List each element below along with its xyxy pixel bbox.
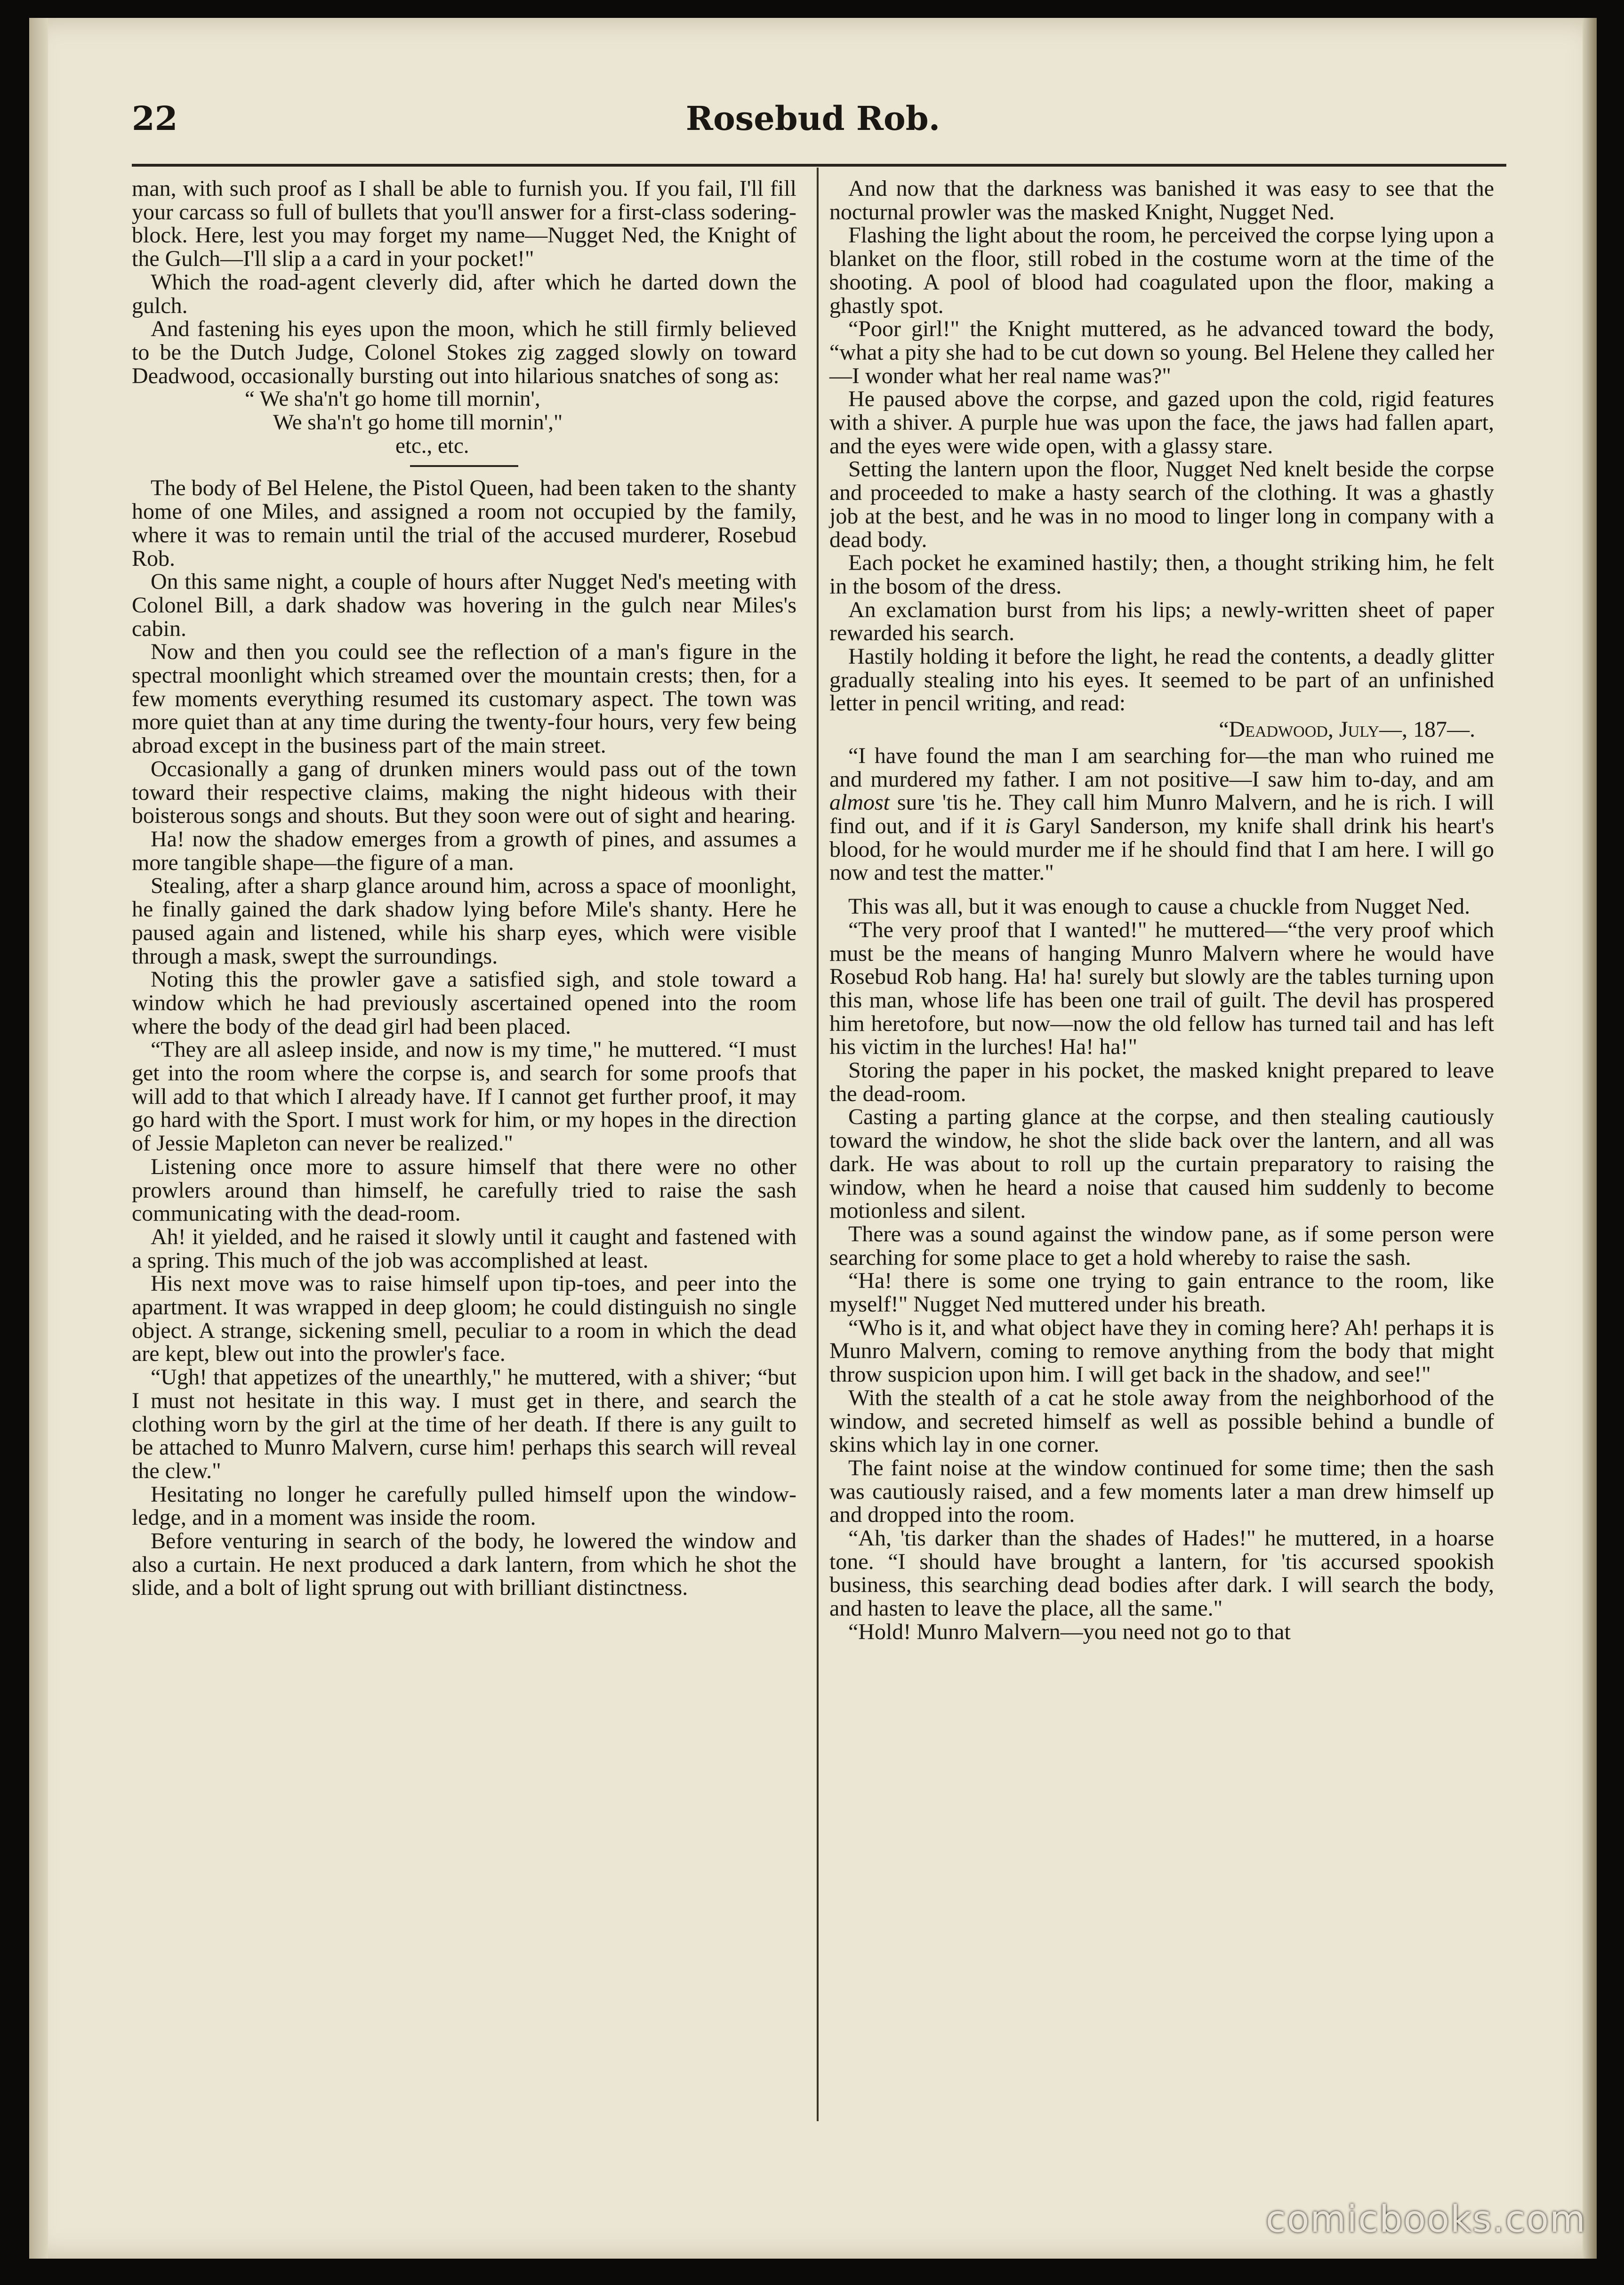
paragraph: “Poor girl!" the Knight muttered, as he advanced toward the body, “what a pity she had to be cut down so young. Bel Helene they called her—I wonder what her real name was?": [829, 316, 1494, 388]
header-rule: [132, 164, 1506, 167]
paragraph: Noting this the prowler gave a satisfied sigh, and stole toward a window which he had previously ascertained opened into the room where the body of the dead girl had been placed.: [132, 967, 796, 1039]
emphasis: is: [1005, 813, 1020, 838]
paragraph: Listening once more to assure himself that there were no other prowlers around than himself, he carefully tried to raise the sash communicating with the dead-room.: [132, 1154, 796, 1226]
section-rule: [410, 465, 518, 467]
verse-line: “ We sha'n't go home till mornin',: [245, 386, 540, 411]
site-watermark: comicbooks.com: [1265, 2198, 1586, 2241]
binding-edge: [29, 18, 48, 2259]
letter-text: “I have found the man I am searching for—the man who ruined me and murdered my father. I am not positive—I saw him to-day, and am: [829, 743, 1494, 792]
paragraph: The body of Bel Helene, the Pistol Queen, had been taken to the shanty home of one Miles, and assigned a room not occupied by the family, where it was to remain until the trial of the accused murderer, Rosebud Rob.: [132, 475, 796, 571]
paragraph: And fastening his eyes upon the moon, which he still firmly believed to be the Dutch Judge, Colonel Stokes zig zagged slowly on toward Deadwood, occasionally bursting out into hilarious snatches of song as:: [132, 316, 796, 388]
paragraph: Each pocket he examined hastily; then, a thought striking him, he felt in the bosom of the dress.: [829, 550, 1494, 599]
verse-line: We sha'n't go home till mornin',": [273, 410, 563, 435]
verse-line: etc., etc.: [395, 433, 469, 458]
paragraph: His next move was to raise himself upon tip-toes, and peer into the apartment. It was wrapped in deep gloom; he could distinguish no single object. A strange, sickening smell, peculiar to a room in which the dead are kept, blew out into the prowler's face.: [132, 1271, 796, 1367]
page-edge: [1583, 18, 1597, 2259]
paragraph: “Ah, 'tis darker than the shades of Hades!" he muttered, in a hoarse tone. “I should have brought a lantern, for 'tis accursed spookish business, this searching dead bodies after dark. I will search the body, and hasten to leave the place, all the same.": [829, 1526, 1494, 1621]
letter-paragraph: [829, 744, 1494, 885]
page-tear-mark: [1597, 1130, 1616, 1156]
letter-text: sure 'tis he. They call him Munro Malvern, and he is rich. I will find out, and if it: [829, 790, 1494, 838]
paragraph: Hesitating no longer he carefully pulled himself upon the window-ledge, and in a moment was inside the room.: [132, 1481, 796, 1530]
page-tear-mark: [1597, 513, 1616, 539]
paragraph: And now that the darkness was banished it was easy to see that the nocturnal prowler was the masked Knight, Nugget Ned.: [829, 176, 1494, 225]
paragraph: Flashing the light about the room, he perceived the corpse lying upon a blanket on the floor, still robed in the costume worn at the time of the shooting. A pool of blood had coagulated upon the floor, making a ghastly spot.: [829, 223, 1494, 318]
paragraph: Storing the paper in his pocket, the masked knight prepared to leave the dead-room.: [829, 1058, 1494, 1106]
paragraph: “Ha! there is some one trying to gain entrance to the room, like myself!" Nugget Ned muttered under his breath.: [829, 1268, 1494, 1317]
paragraph: He paused above the corpse, and gazed upon the cold, rigid features with a shiver. A purple hue was upon the face, the jaws had fallen apart, and the eyes were wide open, with a glassy stare.: [829, 386, 1494, 459]
running-title: Rosebud Rob.: [685, 99, 941, 138]
letter-dateline: “Deadwood, July—, 187—.: [1219, 717, 1475, 742]
paragraph: Now and then you could see the reflection of a man's figure in the spectral moonlight which streamed over the mountain crests; then, for a few moments everything resumed its customary aspect. The town was more quiet than at any time during the twenty-four hours, very few being abroad except in the business part of the main street.: [132, 639, 796, 758]
paragraph: man, with such proof as I shall be able to furnish you. If you fail, I'll fill your carcass so full of bullets that you'll answer for a first-class sodering-block. Here, lest you may forget my name—Nugget Ned, the Knight of the Gulch—I'll slip a a card in your pocket!": [132, 176, 796, 272]
paragraph: Hastily holding it before the light, he read the contents, a deadly glitter gradually stealing into his eyes. It seemed to be part of an unfinished letter in pencil writing, and read:: [829, 644, 1494, 716]
paragraph: Ha! now the shadow emerges from a growth of pines, and assumes a more tangible shape—the figure of a man.: [132, 826, 796, 875]
paragraph: This was all, but it was enough to cause a chuckle from Nugget Ned.: [848, 894, 1470, 919]
paragraph: “Who is it, and what object have they in coming here? Ah! perhaps it is Munro Malvern, coming to remove anything from the body that might throw suspicion upon him. I will get back in the shadow, and see!": [829, 1315, 1494, 1387]
paragraph: On this same night, a couple of hours after Nugget Ned's meeting with Colonel Bill, a dark shadow was hovering in the gulch near Miles's cabin.: [132, 569, 796, 641]
column-divider: [817, 168, 819, 2121]
paragraph: “Hold! Munro Malvern—you need not go to that: [848, 1619, 1291, 1644]
paragraph: There was a sound against the window pane, as if some person were searching for some place to get a hold whereby to raise the sash.: [829, 1221, 1494, 1270]
paragraph: Occasionally a gang of drunken miners would pass out of the town toward their respective claims, making the night hideous with their boisterous songs and shouts. But they soon were out of sight and hearing.: [132, 756, 796, 829]
paragraph: Before venturing in search of the body, he lowered the window and also a curtain. He next produced a dark lantern, from which he shot the slide, and a bolt of light sprung out with brilliant distinctness.: [132, 1529, 796, 1601]
left-column: [132, 177, 796, 1600]
paragraph: “They are all asleep inside, and now is my time," he muttered. “I must get into the room where the corpse is, and search for some proofs that will add to that which I already have. If I cannot get further proof, it may go hard with the Sport. I must work for him, or my hopes in the direction of Jessie Mapleton can never be realized.": [132, 1037, 796, 1156]
right-column: [829, 177, 1494, 1644]
paragraph: The faint noise at the window continued for some time; then the sash was cautiously raised, and a few moments later a man drew himself up and dropped into the room.: [829, 1455, 1494, 1528]
paragraph: With the stealth of a cat he stole away from the neighborhood of the window, and secreted himself as well as possible behind a bundle of skins which lay in one corner.: [829, 1385, 1494, 1457]
paragraph: An exclamation burst from his lips; a newly-written sheet of paper rewarded his search.: [829, 597, 1494, 646]
song-verse: [132, 387, 796, 458]
paragraph: “The very proof that I wanted!" he muttered—“the very proof which must be the means of hanging Munro Malvern where he would have Rosebud Rob hang. Ha! ha! surely but slowly are the tables turning upon this man, whose life has been one trail of guilt. The devil has prospered him heretofore, but now—now the old fellow has turned tail and has left his victim in the lurches! Ha! ha!": [829, 917, 1494, 1060]
emphasis: almost: [829, 790, 890, 815]
page-tear-mark: [1597, 1798, 1616, 1825]
magazine-page: [29, 18, 1597, 2259]
paragraph: Casting a parting glance at the corpse, and then stealing cautiously toward the window, he shot the slide back over the lantern, and all was dark. He was about to roll up the curtain preparatory to raising the window, when he heard a noise that caused him suddenly to become motionless and silent.: [829, 1104, 1494, 1223]
paragraph: Setting the lantern upon the floor, Nugget Ned knelt beside the corpse and proceeded to make a hasty search of the clothing. It was a ghastly job at the best, and he was in no mood to linger long in company with a dead body.: [829, 457, 1494, 552]
paragraph: Stealing, after a sharp glance around him, across a space of moonlight, he finally gained the dark shadow lying before Mile's shanty. Here he paused again and listened, while his sharp eyes, which were visible through a mask, swept the surroundings.: [132, 873, 796, 969]
page-number: 22: [132, 99, 178, 138]
paragraph: Which the road-agent cleverly did, after which he darted down the gulch.: [132, 269, 796, 318]
paragraph: “Ugh! that appetizes of the unearthly," he muttered, with a shiver; “but I must not hesitate in this way. I must get in there, and search the clothing worn by the girl at the time of her death. If there is any guilt to be attached to Munro Malvern, curse him! perhaps this search will reveal the clew.": [132, 1365, 796, 1483]
paragraph: Ah! it yielded, and he raised it slowly until it caught and fastened with a spring. This much of the job was accomplished at least.: [132, 1224, 796, 1273]
letter-text: Garyl Sanderson, my knife shall drink his heart's blood, for he would murder me if he should find that I am here. I will go now and test the matter.": [829, 813, 1495, 885]
